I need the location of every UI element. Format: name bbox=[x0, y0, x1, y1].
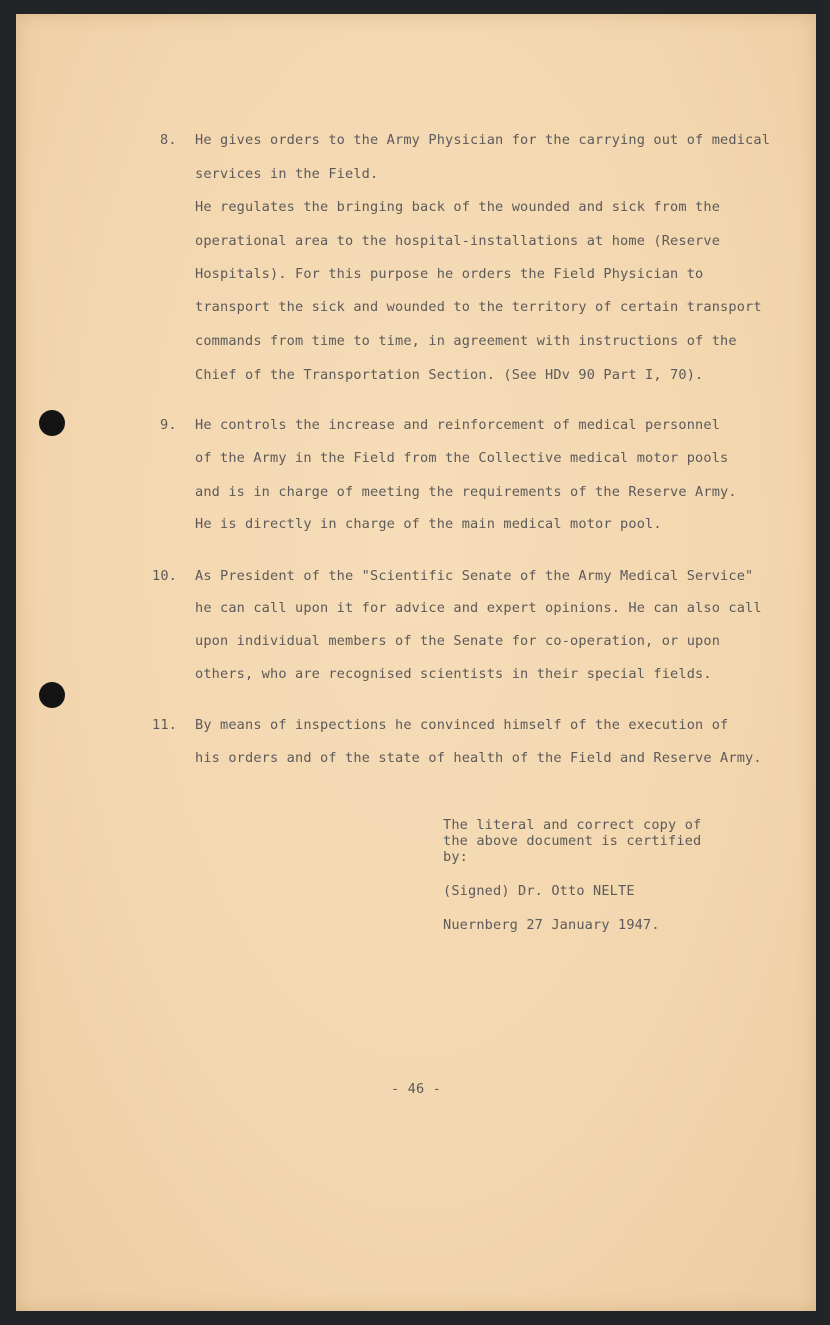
paragraph-line: operational area to the hospital-installations at home (Reserve bbox=[195, 233, 721, 249]
paragraph-line: services in the Field. bbox=[195, 166, 379, 182]
paragraph-line: He is directly in charge of the main medical motor pool. bbox=[195, 516, 662, 532]
page-number: - 46 - bbox=[390, 1081, 441, 1097]
paragraph-line: As President of the "Scientific Senate of the Army Medical Service" bbox=[195, 568, 754, 584]
item-number: 8. bbox=[160, 132, 177, 148]
paragraph-line: By means of inspections he convinced himself of the execution of bbox=[195, 717, 729, 733]
place-date: Nuernberg 27 January 1947. bbox=[443, 917, 660, 933]
certification-line: by: bbox=[443, 849, 469, 865]
punch-hole bbox=[39, 410, 65, 436]
paragraph-line: He controls the increase and reinforcement of medical personnel bbox=[195, 417, 721, 433]
item-number: 9. bbox=[160, 417, 177, 433]
signature-line: (Signed) Dr. Otto NELTE bbox=[443, 883, 635, 899]
document-page bbox=[16, 14, 816, 1311]
paragraph-line: others, who are recognised scientists in their special fields. bbox=[195, 666, 712, 682]
paragraph-line: and is in charge of meeting the requirements of the Reserve Army. bbox=[195, 484, 737, 500]
paragraph-line: transport the sick and wounded to the territory of certain transport bbox=[195, 299, 762, 315]
paragraph-line: his orders and of the state of health of the Field and Reserve Army. bbox=[195, 750, 762, 766]
paragraph-line: He regulates the bringing back of the wounded and sick from the bbox=[195, 199, 721, 215]
item-number: 10. bbox=[152, 568, 178, 584]
punch-hole bbox=[39, 682, 65, 708]
paragraph-line: Hospitals). For this purpose he orders the Field Physician to bbox=[195, 266, 704, 282]
paragraph-line: he can call upon it for advice and expert opinions. He can also call bbox=[195, 600, 762, 616]
paragraph-line: He gives orders to the Army Physician for the carrying out of medical bbox=[195, 132, 771, 148]
paragraph-line: upon individual members of the Senate for co-operation, or upon bbox=[195, 633, 721, 649]
certification-line: the above document is certified bbox=[443, 833, 702, 849]
certification-line: The literal and correct copy of bbox=[443, 817, 702, 833]
item-number: 11. bbox=[152, 717, 178, 733]
paragraph-line: of the Army in the Field from the Collective medical motor pools bbox=[195, 450, 729, 466]
paragraph-line: commands from time to time, in agreement with instructions of the bbox=[195, 333, 737, 349]
paragraph-line: Chief of the Transportation Section. (See HDv 90 Part I, 70). bbox=[195, 367, 704, 383]
